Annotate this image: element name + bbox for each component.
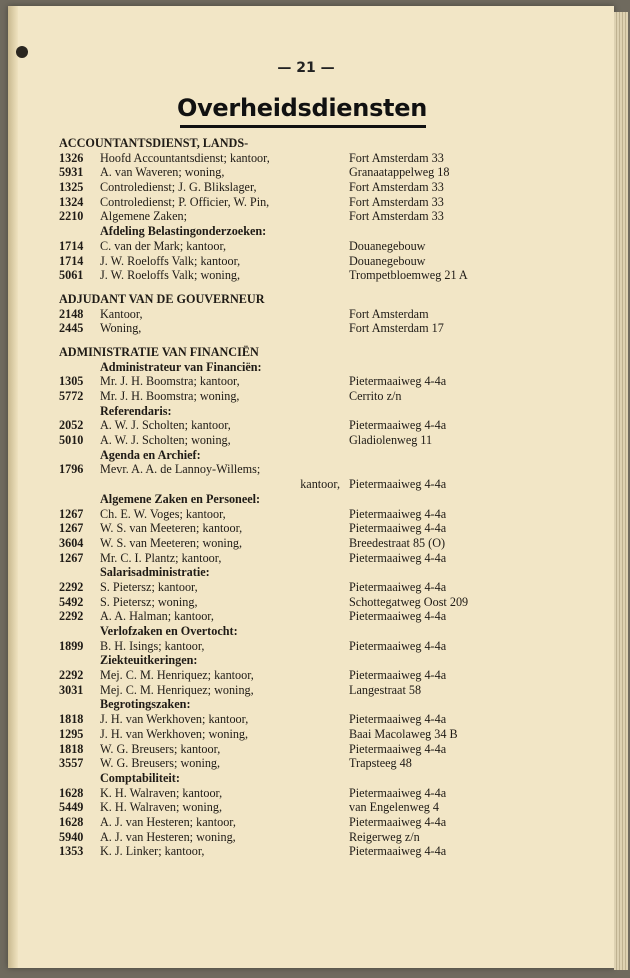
subheading: Administrateur van Financiën: (100, 359, 262, 374)
directory-entry (53, 668, 593, 683)
entry-description: W. G. Breusers; kantoor, (100, 741, 221, 756)
directory-entry (53, 268, 593, 283)
directory-entry (53, 507, 593, 522)
subheading: Algemene Zaken en Personeel: (100, 491, 261, 506)
entry-address: Pietermaaiweg 4-4a (349, 712, 447, 727)
entry-address: Pietermaaiweg 4-4a (349, 418, 447, 433)
subheading-row (53, 224, 593, 239)
entry-description: Algemene Zaken; (100, 209, 187, 224)
directory-entry (53, 151, 593, 166)
phone-number: 1714 (59, 238, 84, 253)
section-heading: ADJUDANT VAN DE GOUVERNEUR (59, 291, 265, 306)
phone-number: 3557 (59, 756, 84, 771)
entry-description: Mr. C. I. Plantz; kantoor, (100, 550, 222, 565)
directory-entry (53, 551, 593, 566)
entry-description: K. H. Walraven; woning, (100, 800, 222, 815)
phone-number: 2052 (59, 418, 84, 433)
phone-number: 5492 (59, 594, 84, 609)
entry-address: Fort Amsterdam 33 (349, 194, 444, 209)
directory-entry (53, 536, 593, 551)
entry-description: Mej. C. M. Henriquez; kantoor, (100, 668, 254, 683)
directory-entry (53, 209, 593, 224)
directory-entry (53, 815, 593, 830)
page-number: — 21 — (277, 60, 335, 76)
phone-number: 1324 (59, 194, 84, 209)
entry-address: Langestraat 58 (349, 682, 422, 697)
entry-description: J. H. van Werkhoven; kantoor, (100, 712, 249, 727)
subheading: Comptabiliteit: (100, 770, 180, 785)
subheading-row (53, 360, 593, 375)
directory-entry (53, 844, 593, 859)
entry-description: K. J. Linker; kantoor, (100, 844, 205, 859)
phone-number: 1325 (59, 180, 84, 195)
phone-number: 1628 (59, 785, 84, 800)
section-heading-row (53, 292, 593, 307)
phone-number: 2292 (59, 609, 84, 624)
directory-entry (53, 239, 593, 254)
directory-entry (53, 742, 593, 757)
subheading: Afdeling Belastingonderzoeken: (100, 224, 267, 239)
subheading-row (53, 653, 593, 668)
entry-address: Fort Amsterdam 33 (349, 150, 444, 165)
directory-entry (53, 609, 593, 624)
entry-description: B. H. Isings; kantoor, (100, 638, 205, 653)
entry-address: Pietermaaiweg 4-4a (349, 579, 447, 594)
entry-address: van Engelenweg 4 (349, 800, 440, 815)
entry-description: Controledienst; J. G. Blikslager, (100, 180, 257, 195)
entry-description: A. W. J. Scholten; woning, (100, 433, 231, 448)
page-title: Overheidsdiensten (176, 94, 427, 122)
entry-address: Pietermaaiweg 4-4a (349, 374, 447, 389)
entry-address: Fort Amsterdam 17 (349, 321, 444, 336)
subheading: Referendaris: (100, 403, 172, 418)
phone-number: 5772 (59, 389, 84, 403)
phone-number: 1628 (59, 814, 84, 829)
entry-address: Granaatappelweg 18 (349, 165, 450, 180)
directory-entry (53, 683, 593, 698)
directory-entry (53, 433, 593, 448)
entry-description: J. W. Roeloffs Valk; woning, (100, 268, 241, 283)
directory-entry (53, 595, 593, 610)
subheading-row (53, 697, 593, 712)
subheading-row (53, 771, 593, 786)
entry-description: A. van Waveren; woning, (100, 165, 225, 180)
directory-entry (53, 580, 593, 595)
entry-description: A. A. Halman; kantoor, (100, 609, 214, 624)
entry-address: Fort Amsterdam 33 (349, 209, 444, 224)
page-edge (614, 12, 628, 970)
section-gap (53, 283, 593, 292)
entry-address: Pietermaaiweg 4-4a (349, 477, 447, 492)
entry-description: J. W. Roeloffs Valk; kantoor, (100, 253, 241, 268)
phone-number: 5940 (59, 829, 84, 844)
subheading-row (53, 624, 593, 639)
entry-address: Pietermaaiweg 4-4a (349, 668, 447, 683)
directory-entry (53, 477, 593, 492)
entry-description: W. S. van Meeteren; woning, (100, 535, 243, 550)
entry-description: Mr. J. H. Boomstra; kantoor, (100, 374, 240, 389)
directory-entry (53, 321, 593, 336)
entry-address: Pietermaaiweg 4-4a (349, 741, 447, 756)
subheading-row (53, 404, 593, 419)
section-heading-row (53, 345, 593, 360)
directory-entry (53, 800, 593, 815)
directory-entry (53, 756, 593, 771)
phone-number: 3031 (59, 682, 84, 697)
directory-entry (53, 418, 593, 433)
directory-listing (53, 136, 593, 859)
entry-address: Pietermaaiweg 4-4a (349, 785, 447, 800)
entry-address: Pietermaaiweg 4-4a (349, 506, 447, 521)
phone-number: 2210 (59, 209, 84, 224)
entry-description: Ch. E. W. Voges; kantoor, (100, 506, 226, 521)
entry-description: Mr. J. H. Boomstra; woning, (100, 389, 240, 403)
entry-address: Pietermaaiweg 4-4a (349, 638, 447, 653)
entry-address: Pietermaaiweg 4-4a (349, 609, 447, 624)
entry-description: C. van der Mark; kantoor, (100, 238, 227, 253)
directory-entry (53, 165, 593, 180)
entry-description: A. J. van Hesteren; woning, (100, 829, 236, 844)
entry-address: Breedestraat 85 (O) (349, 535, 446, 550)
phone-number: 1899 (59, 638, 84, 653)
entry-address: Pietermaaiweg 4-4a (349, 844, 447, 859)
directory-entry (53, 374, 593, 389)
entry-description: J. H. van Werkhoven; woning, (100, 726, 249, 741)
page-spine (8, 6, 18, 968)
directory-entry (53, 180, 593, 195)
directory-entry (53, 639, 593, 654)
entry-address: Cerrito z/n (349, 389, 402, 403)
entry-description: Kantoor, (100, 306, 143, 321)
entry-address: Pietermaaiweg 4-4a (349, 814, 447, 829)
phone-number: 5061 (59, 268, 84, 283)
entry-description: W. S. van Meeteren; kantoor, (100, 521, 243, 536)
entry-address: Reigerweg z/n (349, 829, 420, 844)
directory-entry (53, 389, 593, 404)
phone-number: 1267 (59, 521, 84, 536)
entry-description: K. H. Walraven; kantoor, (100, 785, 223, 800)
directory-entry (53, 786, 593, 801)
entry-description: W. G. Breusers; woning, (100, 756, 221, 771)
directory-entry (53, 254, 593, 269)
section-heading-row (53, 136, 593, 151)
title-underline (180, 125, 426, 128)
entry-description: S. Pietersz; woning, (100, 594, 198, 609)
entry-address: Schottegatweg Oost 209 (349, 594, 469, 609)
phone-number: 1305 (59, 374, 84, 389)
entry-address: Fort Amsterdam 33 (349, 180, 444, 195)
phone-number: 5449 (59, 800, 84, 815)
entry-address: Pietermaaiweg 4-4a (349, 550, 447, 565)
directory-page (8, 6, 614, 968)
entry-address: Fort Amsterdam (349, 306, 429, 321)
entry-description: Hoofd Accountantsdienst; kantoor, (100, 150, 270, 165)
phone-number: 2445 (59, 321, 84, 336)
directory-entry (53, 727, 593, 742)
phone-number: 2292 (59, 579, 84, 594)
subheading-row (53, 492, 593, 507)
phone-number: 1267 (59, 506, 84, 521)
subheading: Agenda en Archief: (100, 447, 201, 462)
entry-address: Trapsteeg 48 (349, 756, 412, 771)
subheading: Salarisadministratie: (100, 565, 210, 580)
entry-address: Trompetbloemweg 21 A (349, 268, 468, 283)
phone-number: 3604 (59, 535, 84, 550)
entry-address: Pietermaaiweg 4-4a (349, 521, 447, 536)
directory-entry (53, 521, 593, 536)
phone-number: 1796 (59, 462, 84, 477)
entry-description: A. W. J. Scholten; kantoor, (100, 418, 231, 433)
entry-description: Mej. C. M. Henriquez; woning, (100, 682, 254, 697)
entry-description: Controledienst; P. Officier, W. Pin, (100, 194, 270, 209)
pin-hole-icon (16, 46, 28, 58)
phone-number: 5931 (59, 165, 84, 180)
subheading-row (53, 448, 593, 463)
subheading: Ziekteuitkeringen: (100, 653, 198, 668)
entry-address: Douanegebouw (349, 238, 426, 253)
directory-entry (53, 830, 593, 845)
directory-entry (53, 712, 593, 727)
phone-number: 1353 (59, 844, 84, 859)
subheading-row (53, 565, 593, 580)
subheading: Verlofzaken en Overtocht: (100, 624, 238, 638)
directory-entry (53, 195, 593, 210)
phone-number: 1326 (59, 150, 84, 165)
phone-number: 1295 (59, 726, 84, 741)
phone-number: 2292 (59, 668, 84, 683)
directory-entry (53, 462, 593, 477)
entry-address: Gladiolenweg 11 (349, 433, 433, 448)
entry-description: Mevr. A. A. de Lannoy-Willems; (100, 462, 261, 477)
phone-number: 1267 (59, 550, 84, 565)
phone-number: 5010 (59, 433, 84, 448)
section-heading: ADMINISTRATIE VAN FINANCIËN (59, 344, 259, 359)
phone-number: 2148 (59, 306, 84, 321)
entry-address: Douanegebouw (349, 253, 426, 268)
phone-number: 1818 (59, 741, 84, 756)
entry-description: kantoor, (300, 477, 340, 492)
entry-description: S. Pietersz; kantoor, (100, 579, 198, 594)
phone-number: 1714 (59, 253, 84, 268)
section-gap (53, 336, 593, 345)
directory-entry (53, 307, 593, 322)
entry-description: Woning, (100, 321, 142, 336)
entry-description: A. J. van Hesteren; kantoor, (100, 814, 236, 829)
entry-address: Baai Macolaweg 34 B (349, 726, 458, 741)
phone-number: 1818 (59, 712, 84, 727)
subheading: Begrotingszaken: (100, 697, 191, 712)
section-heading: ACCOUNTANTSDIENST, LANDS- (59, 136, 249, 150)
